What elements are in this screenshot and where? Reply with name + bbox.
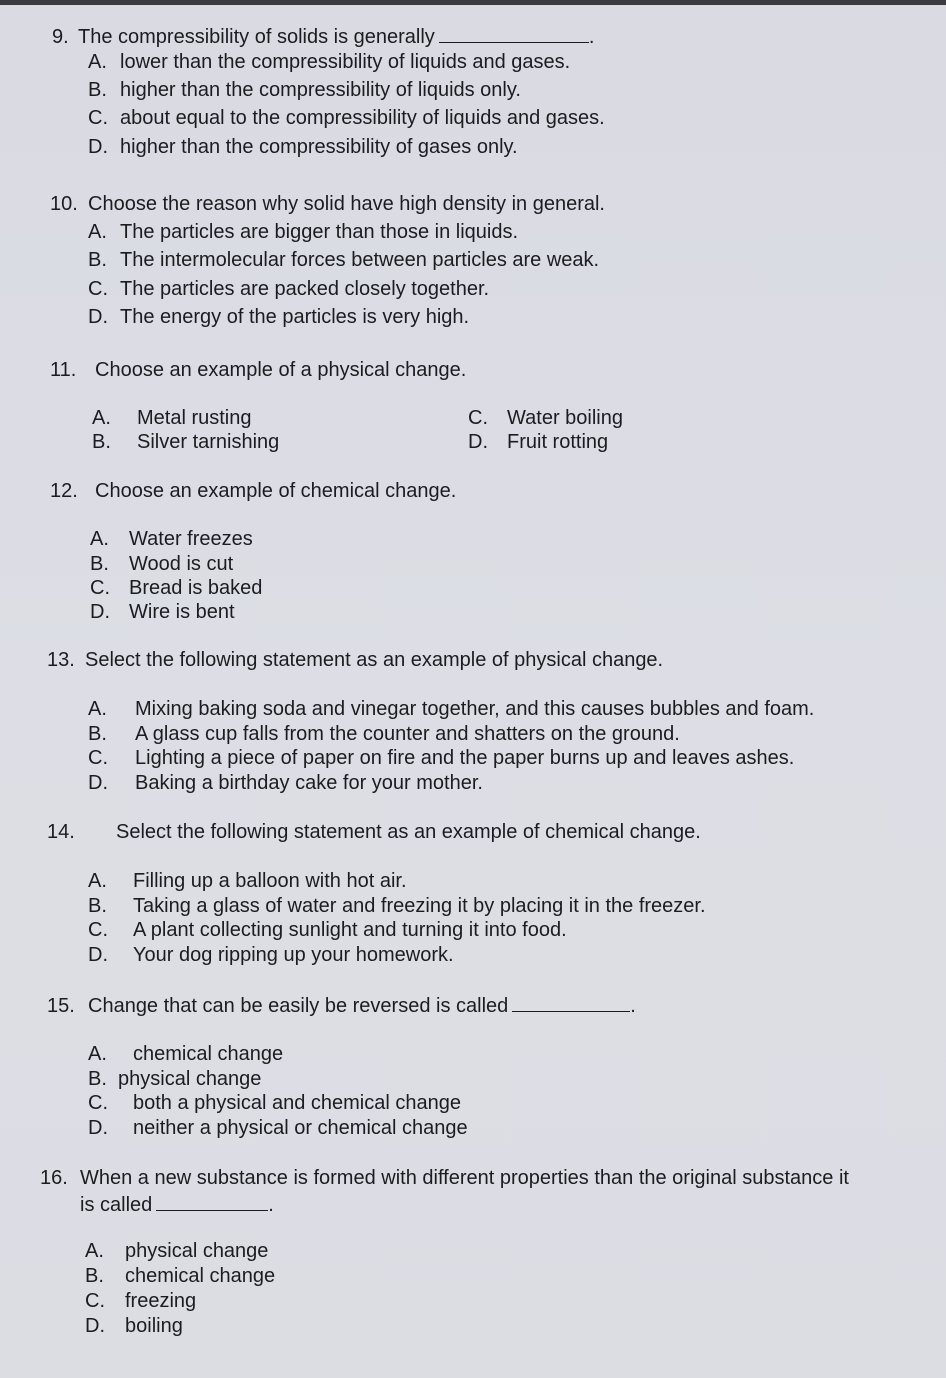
answer-option-b[interactable]: [88, 249, 599, 271]
option-letter: B.: [85, 1265, 104, 1287]
answer-option-a[interactable]: [88, 1043, 283, 1065]
answer-option-a[interactable]: [85, 1240, 268, 1262]
option-text: lower than the compressibility of liquids and gases.: [120, 51, 571, 73]
question-line: [50, 193, 605, 215]
page-top-edge: [0, 0, 946, 5]
option-text: Water freezes: [129, 528, 253, 550]
answer-option-d[interactable]: [88, 136, 518, 158]
option-letter: A.: [92, 407, 111, 429]
blank-suffix: .: [588, 26, 595, 48]
question-line: [47, 993, 636, 1017]
option-text: about equal to the compressibility of liquids and gases.: [120, 107, 605, 129]
question-line: [40, 1167, 849, 1189]
answer-blank[interactable]: [439, 24, 589, 43]
answer-option-b[interactable]: [88, 723, 680, 745]
answer-option-c[interactable]: [88, 1092, 461, 1114]
answer-option-b[interactable]: [88, 1068, 261, 1090]
option-text: Bread is baked: [129, 577, 263, 599]
option-text: neither a physical or chemical change: [133, 1117, 468, 1139]
answer-option-d[interactable]: [90, 601, 235, 623]
answer-option-b[interactable]: [88, 79, 521, 101]
option-text: chemical change: [125, 1265, 276, 1287]
answer-option-c[interactable]: [85, 1290, 196, 1312]
question-line: [50, 480, 456, 502]
answer-option-a[interactable]: [88, 698, 814, 720]
question-text: The compressibility of solids is generally: [78, 26, 435, 48]
question-line: [52, 24, 594, 48]
option-letter: A.: [88, 1043, 107, 1065]
option-text: Wire is bent: [129, 601, 235, 623]
answer-option-a[interactable]: [88, 221, 518, 243]
option-letter: A.: [88, 870, 107, 892]
answer-option-c[interactable]: [90, 577, 262, 599]
option-letter: B.: [90, 553, 109, 575]
blank-suffix: .: [630, 995, 636, 1017]
question-text: Choose the reason why solid have high density in general.: [88, 193, 605, 215]
option-letter: D.: [85, 1315, 105, 1337]
option-letter: D.: [88, 772, 108, 794]
question-number: 9.: [52, 26, 69, 48]
option-text: physical change: [125, 1240, 269, 1262]
question-number: 16.: [40, 1167, 68, 1189]
option-letter: B.: [88, 723, 107, 745]
answer-option-c[interactable]: [88, 107, 605, 129]
option-text: A plant collecting sunlight and turning it into food.: [133, 919, 567, 941]
option-letter: C.: [88, 747, 108, 769]
answer-option-d[interactable]: [88, 1117, 468, 1139]
option-letter: B.: [92, 431, 111, 453]
option-text: The energy of the particles is very high.: [120, 306, 470, 328]
option-text: Filling up a balloon with hot air.: [133, 870, 407, 892]
option-text: A glass cup falls from the counter and shatters on the ground.: [135, 723, 680, 745]
option-letter: B.: [88, 249, 107, 271]
question-number: 15.: [47, 995, 75, 1017]
option-letter: B.: [88, 895, 107, 917]
question-number: 11.: [50, 359, 77, 381]
option-text: physical change: [118, 1068, 262, 1090]
option-letter: C.: [85, 1290, 105, 1312]
question-text: Change that can be easily be reversed is called: [88, 995, 509, 1017]
option-text: higher than the compressibility of gases only.: [120, 136, 518, 158]
option-text: The particles are bigger than those in liquids.: [120, 221, 519, 243]
answer-option-c[interactable]: [88, 278, 489, 300]
answer-option-d[interactable]: [85, 1315, 183, 1337]
answer-option-b[interactable]: [85, 1265, 275, 1287]
option-text: Lighting a piece of paper on fire and the paper burns up and leaves ashes.: [135, 747, 795, 769]
option-letter: D.: [88, 1117, 108, 1139]
answer-option-a[interactable]: [90, 528, 253, 550]
option-text: The particles are packed closely together.: [120, 278, 490, 300]
option-letter: D.: [88, 944, 108, 966]
question-text-line: [80, 1192, 274, 1216]
option-text: Wood is cut: [129, 553, 234, 575]
option-text: freezing: [125, 1290, 197, 1312]
option-text: Taking a glass of water and freezing it by placing it in the freezer.: [133, 895, 706, 917]
option-letter: D.: [90, 601, 110, 623]
answer-option-d[interactable]: [88, 772, 483, 794]
question-text: When a new substance is formed with different properties than the original substance it: [80, 1167, 849, 1189]
option-letter: C.: [90, 577, 110, 599]
answer-blank[interactable]: [156, 1192, 268, 1211]
option-text: Metal rusting: [137, 407, 252, 429]
answer-option-c[interactable]: [88, 919, 567, 941]
question-text: Select the following statement as an example of chemical change.: [116, 821, 701, 843]
question-number: 14.: [47, 821, 75, 843]
option-text: Baking a birthday cake for your mother.: [135, 772, 483, 794]
option-text: higher than the compressibility of liquids only.: [120, 79, 521, 101]
option-letter: C.: [88, 278, 108, 300]
answer-option-d[interactable]: [468, 431, 608, 453]
option-letter: A.: [90, 528, 109, 550]
option-letter: B.: [88, 1068, 107, 1090]
option-text: Silver tarnishing: [137, 431, 280, 453]
option-letter: B.: [88, 79, 107, 101]
question-text: Select the following statement as an example of physical change.: [85, 649, 664, 671]
question-number: 10.: [50, 193, 78, 215]
question-text: Choose an example of a physical change.: [95, 359, 467, 381]
answer-blank[interactable]: [512, 993, 630, 1012]
question-text: Choose an example of chemical change.: [95, 480, 457, 502]
option-letter: C.: [468, 407, 488, 429]
option-text: boiling: [125, 1315, 183, 1337]
answer-option-a[interactable]: [88, 870, 407, 892]
option-text: Fruit rotting: [507, 431, 609, 453]
answer-option-a[interactable]: [92, 407, 252, 429]
answer-option-b[interactable]: [90, 553, 233, 575]
option-letter: D.: [88, 136, 108, 158]
answer-option-a[interactable]: [88, 51, 570, 73]
question-line: [47, 821, 701, 843]
answer-option-b[interactable]: [92, 431, 279, 453]
question-line: [47, 649, 663, 671]
option-text: chemical change: [133, 1043, 284, 1065]
question-line: [50, 359, 466, 381]
option-text: both a physical and chemical change: [133, 1092, 461, 1114]
answer-option-d[interactable]: [88, 306, 469, 328]
question-number: 12.: [50, 480, 78, 502]
answer-option-c[interactable]: [88, 747, 794, 769]
option-letter: A.: [85, 1240, 104, 1262]
option-text: Your dog ripping up your homework.: [133, 944, 454, 966]
option-letter: C.: [88, 1092, 108, 1114]
option-letter: A.: [88, 51, 107, 73]
blank-suffix: .: [268, 1194, 274, 1216]
option-letter: A.: [88, 698, 107, 720]
option-letter: C.: [88, 919, 108, 941]
option-letter: C.: [88, 107, 108, 129]
answer-option-c[interactable]: [468, 407, 623, 429]
option-letter: D.: [88, 306, 108, 328]
option-text: The intermolecular forces between particles are weak.: [120, 249, 600, 271]
option-letter: D.: [468, 431, 488, 453]
answer-option-b[interactable]: [88, 895, 706, 917]
option-text: Water boiling: [507, 407, 623, 429]
option-letter: A.: [88, 221, 107, 243]
answer-option-d[interactable]: [88, 944, 454, 966]
option-text: Mixing baking soda and vinegar together, and this causes bubbles and foam.: [135, 698, 815, 720]
question-number: 13.: [47, 649, 75, 671]
question-text-continued: is called: [80, 1194, 153, 1216]
